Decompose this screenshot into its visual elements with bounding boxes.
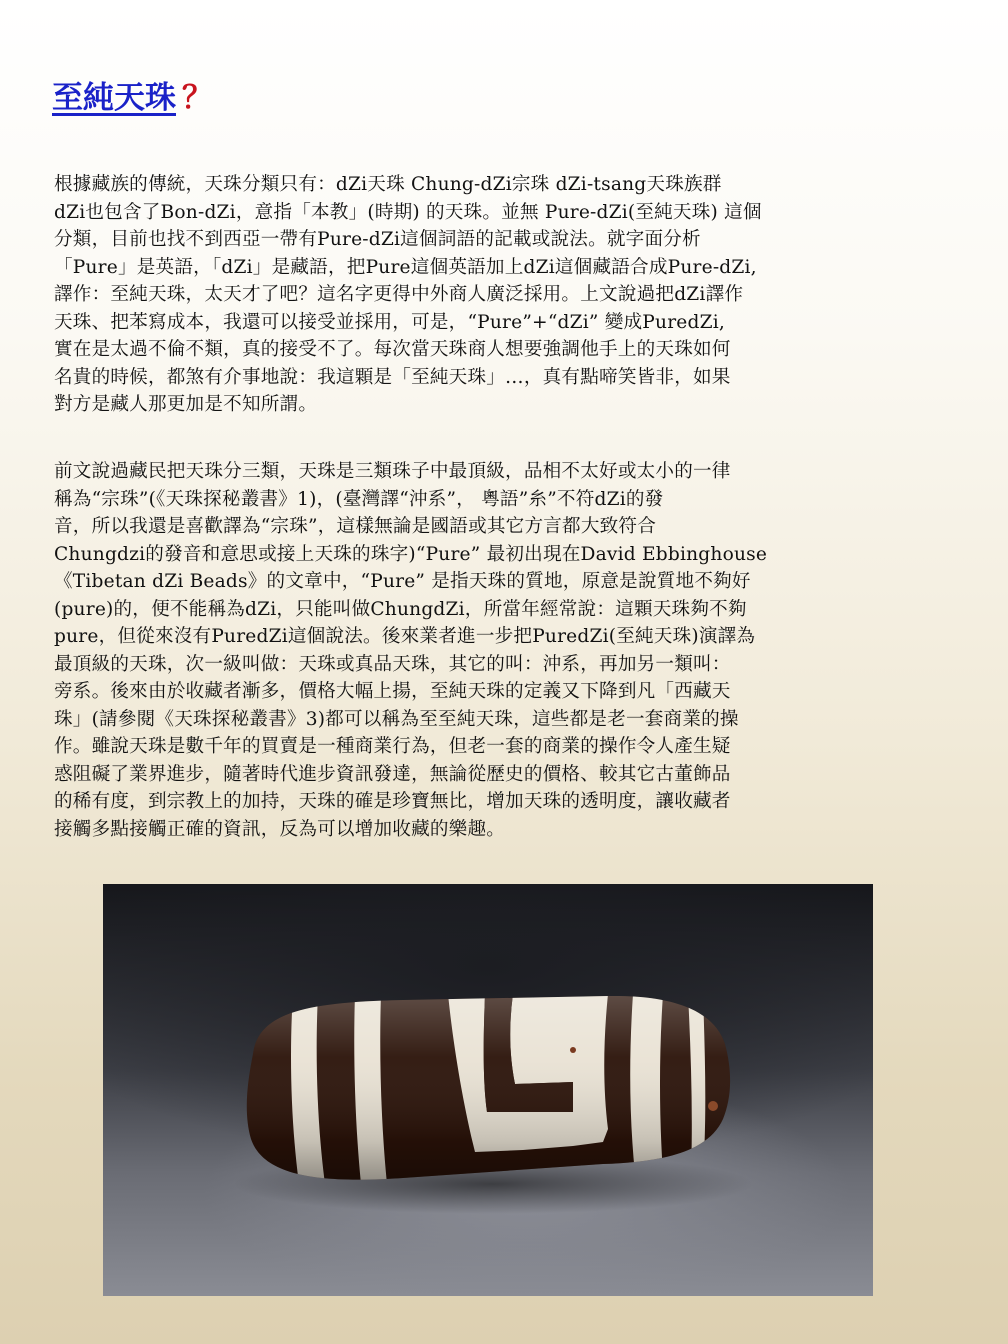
paragraph-line: Chungdzi的發音和意思或接上天珠的珠字)“Pure” 最初出現在David Ebbinghouse	[54, 543, 768, 565]
paragraph-line: 旁系。後來由於收藏者漸多，價格大幅上揚，至純天珠的定義又下降到凡「西藏天	[54, 681, 731, 702]
paragraph-1	[54, 171, 932, 419]
paragraph-line: (pure)的，便不能稱為dZi，只能叫做ChungdZi，所當年經常說：這顆天珠夠不夠	[54, 598, 747, 620]
paragraph-2	[54, 458, 932, 843]
dzi-bead-photo	[103, 884, 873, 1296]
paragraph-line: 珠」(請參閱《天珠探秘叢書》3)都可以稱為至至純天珠，這些都是老一套商業的操	[54, 708, 739, 730]
paragraph-line: 譯作：至純天珠，太天才了吧？這名字更得中外商人廣泛採用。上文說過把dZi譯作	[54, 284, 744, 305]
paragraph-line: 根據藏族的傳統，天珠分類只有：dZi天珠 Chung-dZi宗珠 dZi-tsang天珠族群	[54, 174, 722, 195]
paragraph-line: dZi也包含了Bon-dZi，意指「本教」(時期) 的天珠。並無 Pure-dZi(至純天珠) 這個	[54, 201, 762, 223]
paragraph-line: 作。雖說天珠是數千年的買賣是一種商業行為，但老一套的商業的操作令人產生疑	[54, 736, 731, 757]
paragraph-line: pure，但從來沒有PuredZi這個說法。後來業者進一步把PuredZi(至純天珠)演譯為	[54, 626, 756, 647]
paragraph-line: 實在是太過不倫不類，真的接受不了。每次當天珠商人想要強調他手上的天珠如何	[54, 339, 731, 360]
paragraph-line: 最頂級的天珠，次一級叫做：天珠或真品天珠，其它的叫：沖系，再加另一類叫：	[54, 653, 731, 675]
dzi-bead-illustration	[103, 884, 873, 1296]
paragraph-line: 音，所以我還是喜歡譯為“宗珠”，這樣無論是國語或其它方言都大致符合	[54, 516, 657, 537]
paragraph-line: 的稀有度，到宗教上的加持，天珠的確是珍寶無比，增加天珠的透明度，讓收藏者	[54, 791, 731, 812]
paragraph-line: 分類，目前也找不到西亞一帶有Pure-dZi這個詞語的記載或說法。就字面分析	[54, 229, 701, 250]
title-question-mark: ？	[182, 80, 213, 116]
paragraph-line: 稱為“宗珠”(《天珠探秘叢書》1)，(臺灣譯“沖系”， 粵語”糸”不符dZi的發	[54, 488, 664, 510]
paragraph-line: 前文說過藏民把天珠分三類，天珠是三類珠子中最頂級，品相不太好或太小的一律	[54, 461, 731, 482]
paragraph-line: 天珠、把苯寫成本，我還可以接受並採用，可是，“Pure”+“dZi” 變成PuredZi,	[54, 311, 725, 333]
paragraph-line: 名貴的時候，都煞有介事地說：我這顆是「至純天珠」…，真有點啼笑皆非，如果	[54, 366, 731, 388]
paragraph-line: 對方是藏人那更加是不知所謂。	[54, 394, 318, 415]
paragraph-line: 《Tibetan dZi Beads》的文章中，“Pure” 是指天珠的質地，原意是說質地不夠好	[54, 571, 751, 592]
page-title	[52, 80, 213, 117]
paragraph-line: 接觸多點接觸正確的資訊，反為可以增加收藏的樂趣。	[54, 818, 506, 840]
title-link[interactable]: 至純天珠	[52, 80, 176, 116]
paragraph-line: 惑阻礙了業界進步，隨著時代進步資訊發達，無論從歷史的價格、較其它古董飾品	[54, 763, 731, 785]
paragraph-line: 「Pure」是英語，「dZi」是藏語，把Pure這個英語加上dZi這個藏語合成Pure-dZi,	[54, 256, 757, 278]
